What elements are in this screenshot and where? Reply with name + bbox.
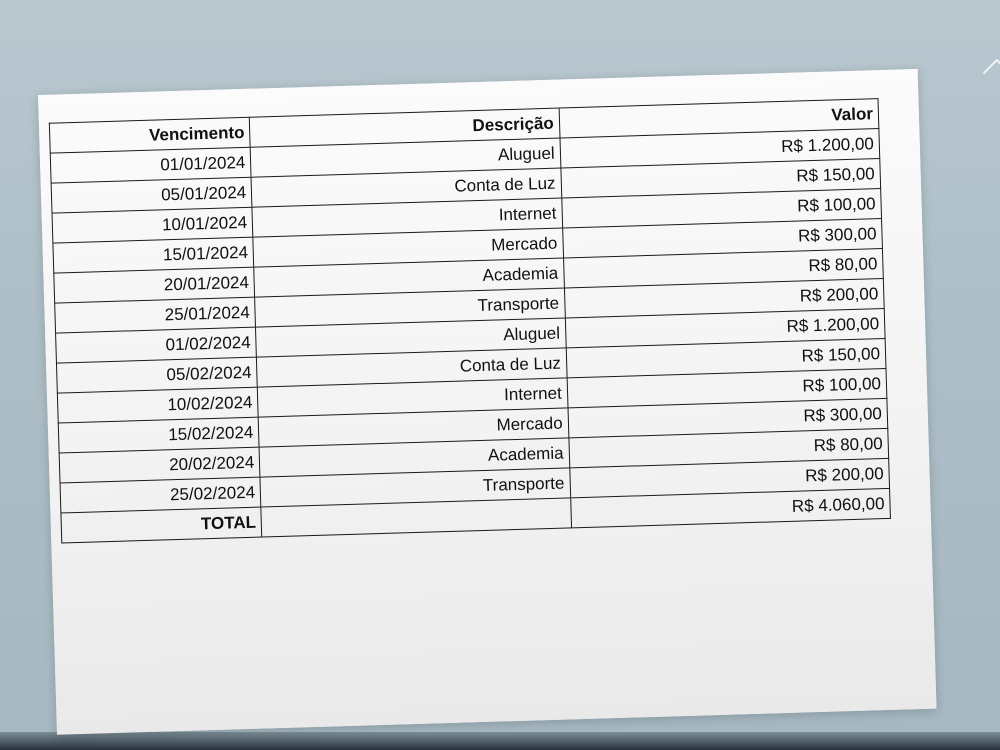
cell-description: Conta de Luz [257, 348, 567, 387]
printed-sheet [38, 69, 937, 735]
cell-value: R$ 200,00 [569, 458, 889, 497]
cell-value: R$ 1.200,00 [560, 129, 880, 168]
expense-table [49, 98, 891, 543]
desk-edge [0, 732, 1000, 750]
cell-description: Academia [254, 258, 564, 297]
total-value: R$ 4.060,00 [570, 488, 890, 527]
cell-value: R$ 150,00 [566, 338, 886, 377]
header-due-date: Vencimento [49, 117, 250, 153]
cell-date: 25/01/2024 [55, 297, 256, 333]
cell-value: R$ 1.200,00 [565, 308, 885, 347]
header-value: Valor [559, 99, 879, 138]
cell-date: 05/01/2024 [51, 177, 252, 213]
cell-description: Mercado [258, 408, 568, 447]
cell-description: Internet [258, 378, 568, 417]
cell-description: Internet [252, 198, 562, 237]
cell-value: R$ 100,00 [561, 189, 881, 228]
cell-value: R$ 100,00 [567, 368, 887, 407]
cell-date: 01/01/2024 [50, 147, 251, 183]
cell-date: 25/02/2024 [60, 477, 261, 513]
cell-date: 05/02/2024 [56, 357, 257, 393]
cell-value: R$ 300,00 [568, 398, 888, 437]
cell-value: R$ 200,00 [564, 279, 884, 318]
cell-description: Mercado [253, 228, 563, 267]
cell-date: 20/01/2024 [54, 267, 255, 303]
cell-description: Aluguel [250, 138, 560, 177]
cell-date: 10/01/2024 [52, 207, 253, 243]
cell-description: Aluguel [256, 318, 566, 357]
cell-value: R$ 80,00 [563, 249, 883, 288]
cell-description: Transporte [255, 288, 565, 327]
chevron-left-icon [983, 59, 1000, 82]
cell-date: 01/02/2024 [56, 327, 257, 363]
cell-value: R$ 150,00 [561, 159, 881, 198]
cell-date: 15/02/2024 [58, 417, 259, 453]
cell-date: 20/02/2024 [59, 447, 260, 483]
cell-description: Conta de Luz [251, 168, 561, 207]
cell-value: R$ 300,00 [562, 219, 882, 258]
cell-date: 10/02/2024 [57, 387, 258, 423]
total-label: TOTAL [61, 507, 262, 543]
header-description: Descrição [250, 108, 560, 147]
cell-description: Academia [259, 438, 569, 477]
cell-value: R$ 80,00 [569, 428, 889, 467]
cell-date: 15/01/2024 [53, 237, 254, 273]
cell-description: Transporte [260, 468, 570, 507]
